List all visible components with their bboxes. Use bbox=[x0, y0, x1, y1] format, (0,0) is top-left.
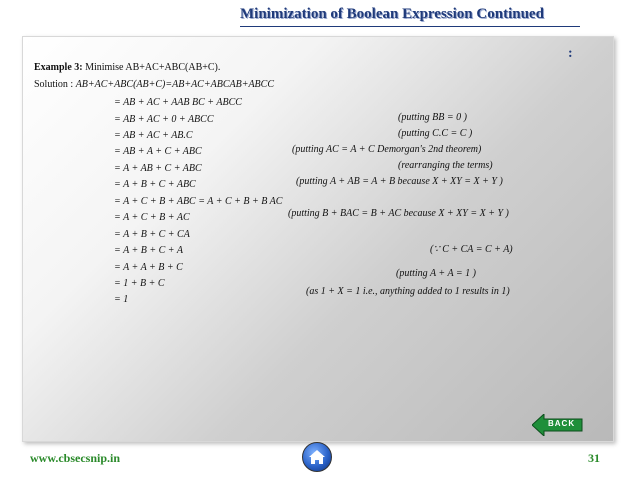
example-line bbox=[34, 62, 220, 73]
step-note: (putting A + AB = A + B because X + XY = X + Y ) bbox=[296, 176, 503, 187]
page-title: Minimization of Boolean Expression Continued bbox=[240, 6, 544, 22]
solution-text: AB+AC+ABC(AB+C)=AB+AC+ABCAB+ABCC bbox=[75, 79, 275, 90]
step-note: (as 1 + X = 1 i.e., anything added to 1 results in 1) bbox=[306, 286, 510, 297]
website-link[interactable]: www.cbsecsnip.in bbox=[30, 451, 121, 465]
page-number: 31 bbox=[588, 451, 600, 465]
step-line: = 1 bbox=[114, 294, 129, 305]
example-label: Example 3: bbox=[34, 62, 83, 73]
step-line: = A + B + C + CA bbox=[114, 229, 190, 240]
step-note: (putting BB = 0 ) bbox=[398, 112, 467, 123]
title-underline bbox=[240, 26, 580, 27]
solution-label: Solution : bbox=[34, 79, 74, 90]
back-button[interactable]: BACK bbox=[548, 419, 576, 428]
step-line: = AB + AC + 0 + ABCC bbox=[114, 114, 214, 125]
step-line: = AB + A + C + ABC bbox=[114, 146, 202, 157]
step-line: = A + C + B + ABC = A + C + B + B AC bbox=[114, 196, 283, 207]
step-line: = A + B + C + A bbox=[114, 245, 183, 256]
step-note: (putting A + A = 1 ) bbox=[396, 268, 476, 279]
step-line: = AB + AC + AAB BC + ABCC bbox=[114, 97, 242, 108]
step-line: = A + B + C + ABC bbox=[114, 179, 196, 190]
example-text: Minimise AB+AC+ABC(AB+C). bbox=[85, 62, 221, 73]
step-line: = A + A + B + C bbox=[114, 262, 183, 273]
home-icon[interactable] bbox=[302, 442, 332, 472]
step-note: (rearranging the terms) bbox=[398, 160, 493, 171]
step-note: (putting C.C = C ) bbox=[398, 128, 473, 139]
step-line: = A + C + B + AC bbox=[114, 212, 190, 223]
title-colon: : bbox=[568, 46, 573, 61]
slide-panel bbox=[22, 36, 614, 442]
house-glyph bbox=[303, 443, 331, 471]
step-note: (putting B + BAC = B + AC because X + XY = X + Y ) bbox=[288, 208, 509, 219]
step-line: = 1 + B + C bbox=[114, 278, 165, 289]
solution-line bbox=[34, 79, 274, 90]
step-note: (putting AC = A + C Demorgan's 2nd theorem) bbox=[292, 144, 482, 155]
step-note: (∵ C + CA = C + A) bbox=[430, 244, 513, 255]
step-line: = AB + AC + AB.C bbox=[114, 130, 193, 141]
step-line: = A + AB + C + ABC bbox=[114, 163, 202, 174]
